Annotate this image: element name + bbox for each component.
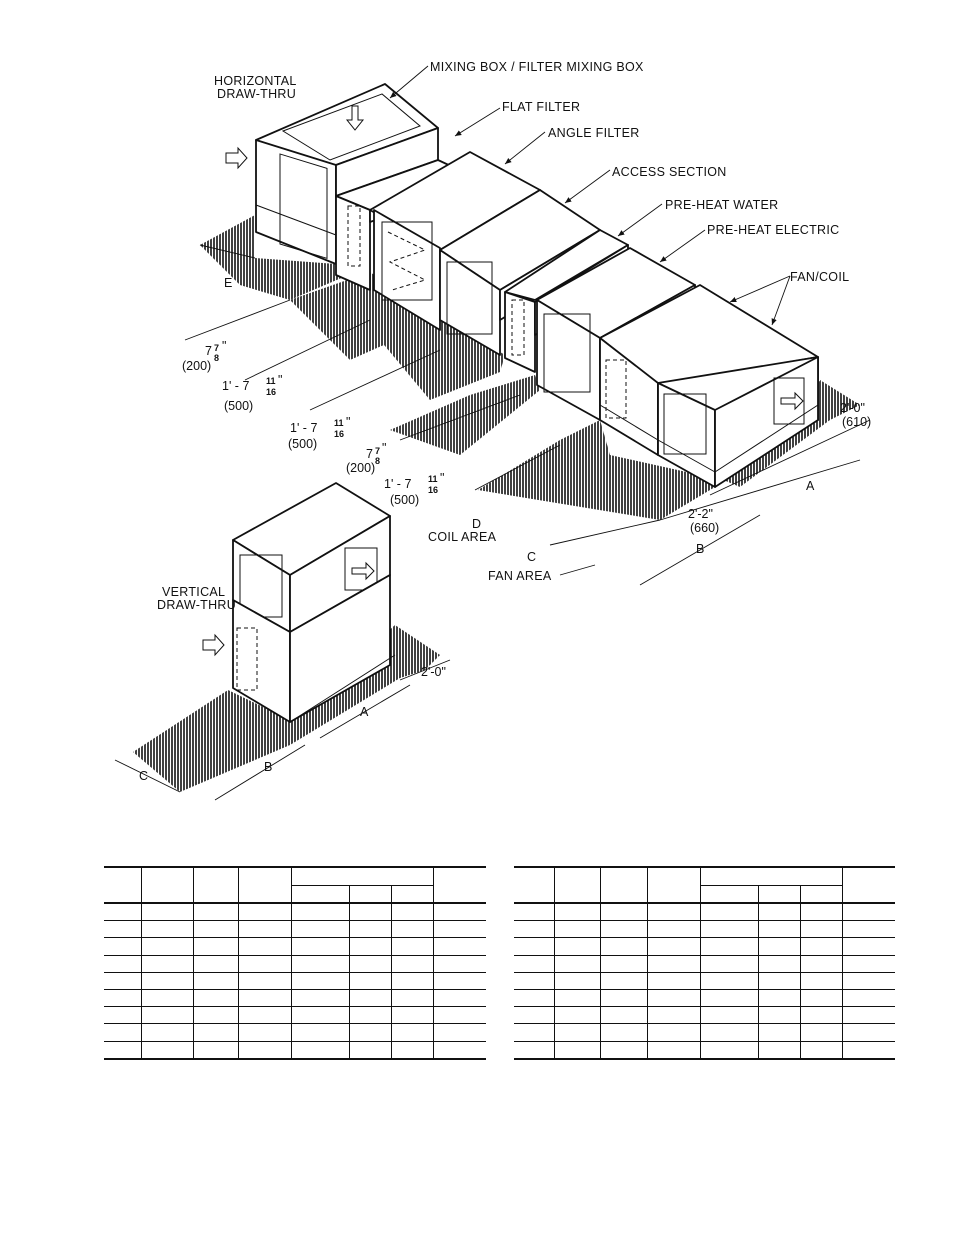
table-cell: [349, 1007, 391, 1024]
dim-c: C: [527, 550, 537, 564]
table-cell: [104, 1007, 141, 1024]
table-row: [104, 938, 486, 955]
table-cell: [647, 1024, 700, 1041]
vertical-unit: [115, 483, 450, 800]
vertical-inlet-arrow-icon: [203, 635, 224, 655]
table-cell: [141, 1024, 193, 1041]
table-cell: [193, 955, 238, 972]
table-header-cell: [193, 867, 238, 903]
table-cell: [291, 989, 349, 1006]
table-cell: [141, 938, 193, 955]
table-cell: [238, 921, 291, 938]
table-cell: [647, 903, 700, 921]
table-cell: [800, 1007, 842, 1024]
table-cell: [554, 921, 600, 938]
dim-vertical-b: B: [264, 760, 273, 774]
table-cell: [758, 1024, 800, 1041]
table-cell: [104, 989, 141, 1006]
table-cell: [193, 921, 238, 938]
table-cell: [600, 972, 647, 989]
table-cell: [193, 1024, 238, 1041]
table-cell: [554, 972, 600, 989]
fan-area-label: FAN AREA: [488, 569, 552, 583]
table-cell: [700, 903, 758, 921]
table-cell: [647, 1007, 700, 1024]
table-row: [104, 989, 486, 1006]
table-row: [514, 1041, 895, 1059]
table-cell: [600, 955, 647, 972]
table-row: [514, 955, 895, 972]
table-header-cell: [842, 867, 895, 903]
table-cell: [554, 1024, 600, 1041]
dim-e: E: [224, 276, 233, 290]
table-row: [514, 938, 895, 955]
table-cell: [349, 938, 391, 955]
table-cell: [349, 1041, 391, 1059]
table-cell: [700, 972, 758, 989]
table-cell: [238, 955, 291, 972]
table-row: [514, 1024, 895, 1041]
table-cell: [514, 1024, 554, 1041]
table-row: [514, 903, 895, 921]
table-cell: [238, 989, 291, 1006]
table-subheader-cell: [758, 886, 800, 904]
svg-text:7: 7: [375, 446, 381, 456]
table-cell: [349, 921, 391, 938]
dim-2-2: 2'-2": [688, 507, 713, 521]
table-cell: [291, 972, 349, 989]
table-cell: [349, 903, 391, 921]
table-cell: [554, 1041, 600, 1059]
table-cell: [758, 955, 800, 972]
table-cell: [514, 1007, 554, 1024]
table-cell: [238, 1007, 291, 1024]
table-cell: [514, 972, 554, 989]
table-cell: [842, 955, 895, 972]
table-cell: [514, 989, 554, 1006]
table-row: [514, 921, 895, 938]
table-cell: [193, 1041, 238, 1059]
table-cell: [842, 1041, 895, 1059]
table-cell: [141, 921, 193, 938]
table-cell: [433, 938, 486, 955]
table-cell: [700, 955, 758, 972]
svg-text:": ": [382, 441, 387, 455]
table-cell: [349, 955, 391, 972]
svg-text:11: 11: [334, 418, 344, 428]
table-subheader-cell: [291, 886, 349, 904]
preheat-electric-label: PRE-HEAT ELECTRIC: [707, 223, 840, 237]
table-cell: [391, 903, 433, 921]
table-header-cell: [554, 867, 600, 903]
table-cell: [514, 903, 554, 921]
table-cell: [842, 1007, 895, 1024]
dim-vertical-c: C: [139, 769, 149, 783]
svg-text:16: 16: [428, 485, 439, 495]
table-cell: [193, 903, 238, 921]
svg-text:8: 8: [375, 456, 381, 466]
table-header-cell: [700, 867, 842, 886]
table-row: [104, 955, 486, 972]
table-cell: [238, 903, 291, 921]
table-cell: [700, 1024, 758, 1041]
svg-text:11: 11: [428, 474, 438, 484]
table-cell: [600, 1041, 647, 1059]
dimension-table-left: [104, 866, 486, 1060]
vertical-title-line1: VERTICAL: [162, 585, 226, 599]
table-cell: [758, 938, 800, 955]
table-cell: [433, 1007, 486, 1024]
table-cell: [238, 1024, 291, 1041]
svg-text:11: 11: [266, 376, 276, 386]
dim-1-7-11-16-3: 1' - 7: [384, 477, 412, 491]
table-cell: [647, 938, 700, 955]
table-cell: [433, 1024, 486, 1041]
vertical-title-line2: DRAW-THRU: [157, 598, 237, 612]
table-cell: [842, 938, 895, 955]
table-cell: [104, 972, 141, 989]
table-subheader-cell: [700, 886, 758, 904]
table-cell: [600, 903, 647, 921]
table-header-cell: [647, 867, 700, 903]
table-cell: [349, 972, 391, 989]
table-cell: [238, 938, 291, 955]
horizontal-title-line1: HORIZONTAL: [214, 74, 297, 88]
table-cell: [842, 921, 895, 938]
mixing-box-label: MIXING BOX / FILTER MIXING BOX: [430, 60, 644, 74]
table-cell: [600, 921, 647, 938]
table-cell: [554, 955, 600, 972]
table-cell: [700, 989, 758, 1006]
table-cell: [141, 972, 193, 989]
table-cell: [842, 903, 895, 921]
table-cell: [291, 903, 349, 921]
dim-vertical-2-0: 2'-0": [421, 665, 446, 679]
dim-500mm-2: (500): [288, 437, 318, 451]
table-cell: [391, 921, 433, 938]
dim-500mm-3: (500): [390, 493, 420, 507]
horizontal-title-line2: DRAW-THRU: [217, 87, 297, 101]
table-row: [104, 903, 486, 921]
dim-200mm-1: (200): [182, 359, 212, 373]
table-header-cell: [104, 867, 141, 903]
dim-seven-eighths-2: 7: [366, 447, 373, 461]
svg-text:16: 16: [334, 429, 345, 439]
table-cell: [141, 1007, 193, 1024]
table-cell: [800, 938, 842, 955]
dim-2-0: 2'-0": [840, 401, 865, 415]
dim-1-7-11-16-2: 1' - 7: [290, 421, 318, 435]
table-cell: [104, 955, 141, 972]
table-cell: [104, 921, 141, 938]
table-cell: [291, 1024, 349, 1041]
table-cell: [349, 989, 391, 1006]
table-cell: [700, 938, 758, 955]
table-header-cell: [291, 867, 433, 886]
dimension-table-right: [514, 866, 895, 1060]
table-cell: [391, 955, 433, 972]
table-cell: [842, 989, 895, 1006]
svg-text:": ": [346, 415, 351, 429]
table-cell: [758, 1007, 800, 1024]
table-cell: [647, 921, 700, 938]
table-header-cell: [238, 867, 291, 903]
table-cell: [391, 938, 433, 955]
table-cell: [433, 989, 486, 1006]
table-cell: [349, 1024, 391, 1041]
table-cell: [800, 921, 842, 938]
table-cell: [391, 1024, 433, 1041]
svg-text:": ": [278, 373, 283, 387]
table-cell: [104, 1041, 141, 1059]
table-cell: [433, 903, 486, 921]
table-cell: [104, 903, 141, 921]
dim-1-7-11-16-1: 1' - 7: [222, 379, 250, 393]
table-row: [514, 1007, 895, 1024]
table-cell: [758, 989, 800, 1006]
table-cell: [600, 938, 647, 955]
table-cell: [758, 921, 800, 938]
table-header-cell: [514, 867, 554, 903]
table-cell: [600, 1024, 647, 1041]
dim-a: A: [806, 479, 815, 493]
table-cell: [514, 938, 554, 955]
table-cell: [433, 921, 486, 938]
table-cell: [104, 1024, 141, 1041]
dim-660mm: (660): [690, 521, 720, 535]
dim-vertical-a: A: [360, 705, 369, 719]
table-cell: [600, 989, 647, 1006]
svg-text:16: 16: [266, 387, 277, 397]
table-header-cell: [141, 867, 193, 903]
table-cell: [647, 989, 700, 1006]
dim-b: B: [696, 542, 705, 556]
svg-text:": ": [222, 339, 227, 353]
table-cell: [193, 1007, 238, 1024]
table-header-cell: [600, 867, 647, 903]
table-cell: [141, 955, 193, 972]
table-row: [104, 1024, 486, 1041]
angle-filter-label: ANGLE FILTER: [548, 126, 640, 140]
table-cell: [554, 989, 600, 1006]
table-cell: [193, 972, 238, 989]
table-cell: [391, 1007, 433, 1024]
table-cell: [758, 972, 800, 989]
access-section-label: ACCESS SECTION: [612, 165, 727, 179]
table-subheader-cell: [349, 886, 391, 904]
table-cell: [193, 938, 238, 955]
dim-seven-eighths-1: 7: [205, 344, 212, 358]
table-cell: [391, 972, 433, 989]
table-cell: [842, 972, 895, 989]
coil-area-label: COIL AREA: [428, 530, 497, 544]
table-cell: [391, 1041, 433, 1059]
table-cell: [514, 1041, 554, 1059]
table-row: [104, 1041, 486, 1059]
table-cell: [554, 1007, 600, 1024]
table-cell: [758, 1041, 800, 1059]
table-cell: [647, 955, 700, 972]
table-cell: [433, 972, 486, 989]
table-row: [104, 921, 486, 938]
table-cell: [193, 989, 238, 1006]
table-cell: [291, 1007, 349, 1024]
table-cell: [554, 903, 600, 921]
table-cell: [104, 938, 141, 955]
table-cell: [600, 1007, 647, 1024]
table-cell: [800, 1041, 842, 1059]
dim-500mm-1: (500): [224, 399, 254, 413]
table-cell: [700, 921, 758, 938]
table-cell: [141, 1041, 193, 1059]
table-cell: [291, 921, 349, 938]
table-cell: [433, 955, 486, 972]
table-cell: [554, 938, 600, 955]
table-subheader-cell: [391, 886, 433, 904]
svg-text:": ": [440, 471, 445, 485]
table-row: [514, 989, 895, 1006]
table-cell: [842, 1024, 895, 1041]
table-cell: [800, 989, 842, 1006]
table-cell: [433, 1041, 486, 1059]
table-row: [104, 1007, 486, 1024]
inlet-arrow-icon: [226, 148, 247, 168]
table-cell: [800, 1024, 842, 1041]
table-cell: [758, 903, 800, 921]
table-cell: [800, 972, 842, 989]
table-cell: [391, 989, 433, 1006]
table-cell: [514, 955, 554, 972]
table-cell: [700, 1007, 758, 1024]
table-row: [104, 972, 486, 989]
table-cell: [647, 1041, 700, 1059]
table-cell: [800, 955, 842, 972]
table-cell: [800, 903, 842, 921]
dim-610mm: (610): [842, 415, 872, 429]
table-header-cell: [433, 867, 486, 903]
dim-d: D: [472, 517, 482, 531]
table-row: [514, 972, 895, 989]
table-cell: [700, 1041, 758, 1059]
fan-coil-label: FAN/COIL: [790, 270, 850, 284]
table-cell: [141, 903, 193, 921]
table-cell: [141, 989, 193, 1006]
frac-seven-eighths-1: 7: [214, 343, 220, 353]
preheat-water-label: PRE-HEAT WATER: [665, 198, 779, 212]
table-cell: [238, 972, 291, 989]
table-cell: [291, 938, 349, 955]
table-cell: [514, 921, 554, 938]
svg-text:8: 8: [214, 353, 220, 363]
table-cell: [647, 972, 700, 989]
dim-200mm-2: (200): [346, 461, 376, 475]
table-cell: [238, 1041, 291, 1059]
table-cell: [291, 955, 349, 972]
table-subheader-cell: [800, 886, 842, 904]
table-cell: [291, 1041, 349, 1059]
flat-filter-label: FLAT FILTER: [502, 100, 581, 114]
